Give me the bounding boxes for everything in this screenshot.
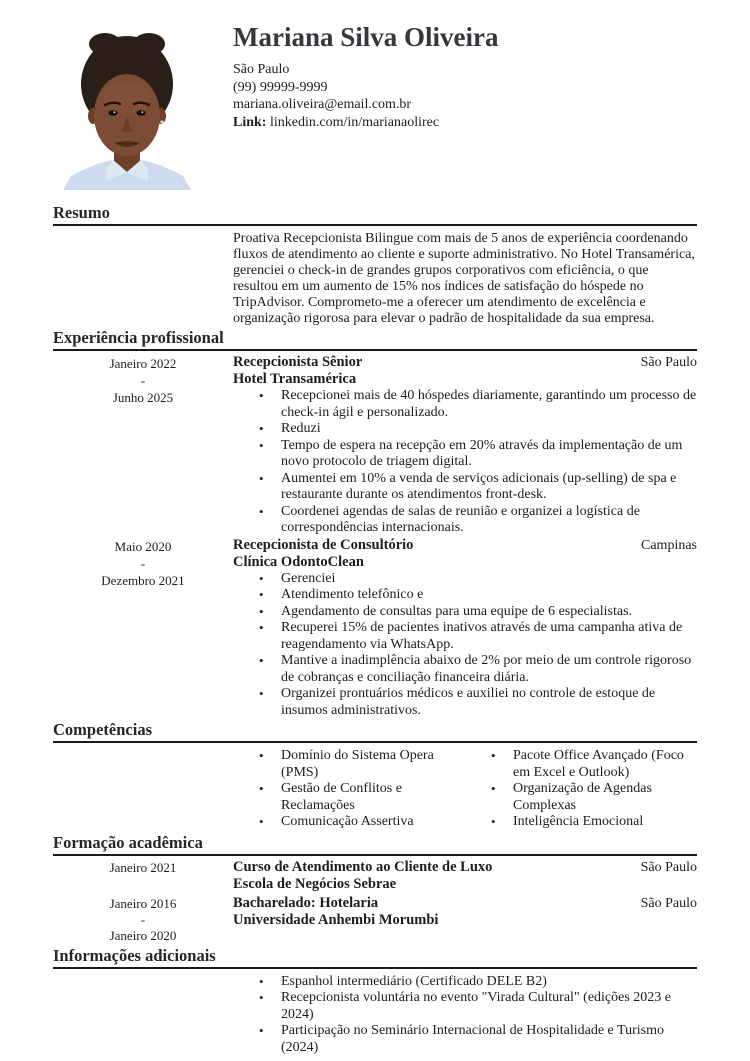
job-dates [53, 537, 233, 720]
section-title-experience: Experiência profissional [53, 328, 697, 351]
skill-item: • Comunicação Assertiva [257, 814, 465, 831]
skills-column-2 [465, 748, 697, 831]
bullet-item: • Recepcionei mais de 40 hóspedes diariamente, garantindo um processo de check-in ágil e personalizado. [257, 388, 697, 421]
date-start: Janeiro 2021 [109, 859, 177, 875]
job-entry [53, 351, 697, 537]
header-info [233, 18, 498, 190]
section-education [53, 833, 697, 944]
section-additional-info [53, 946, 697, 1057]
date-end: Dezembro 2021 [101, 572, 185, 588]
section-title-skills: Competências [53, 720, 697, 743]
job-role: Recepcionista Sênior [233, 354, 363, 370]
job-company: Hotel Transamérica [233, 371, 357, 387]
skill-item: • Inteligência Emocional [489, 814, 697, 831]
section-title-education: Formação acadêmica [53, 833, 697, 856]
education-degree: Curso de Atendimento ao Cliente de Luxo [233, 858, 493, 875]
education-dates [53, 895, 233, 944]
date-end: Janeiro 2020 [109, 927, 177, 943]
job-company: Clínica OdontoClean [233, 553, 364, 570]
education-school: Escola de Negócios Sebrae [233, 875, 397, 892]
education-degree: Bacharelado: Hotelaria [233, 894, 379, 911]
date-column-spacer [53, 748, 233, 831]
contact-phone: (99) 99999-9999 [233, 79, 328, 95]
date-column-spacer [53, 974, 233, 1057]
date-start: Janeiro 2016 [109, 895, 177, 911]
profile-photo [57, 18, 197, 190]
bullet-item: • Coordenei agendas de salas de reunião e organizei a logística de correspondências internacionais. [257, 504, 697, 537]
bullet-item: • Aumentei em 10% a venda de serviços adicionais (up-selling) de spa e restaurante durante os atendimentos front-desk. [257, 471, 697, 504]
bullet-item: • Reduzi [257, 421, 697, 438]
date-separator: - [140, 911, 146, 927]
education-location: São Paulo [640, 859, 697, 875]
section-skills [53, 720, 697, 831]
bullet-item: • Recepcionista voluntária no evento "Virada Cultural" (edições 2023 e 2024) [257, 990, 697, 1023]
bullet-item: • Participação no Seminário Internacional de Hospitalidade e Turismo (2024) [257, 1023, 697, 1056]
section-title-additional: Informações adicionais [53, 946, 697, 969]
date-column-spacer [53, 231, 233, 327]
section-experience [53, 328, 697, 719]
bullet-item: • Agendamento de consultas para uma equipe de 6 especialistas. [257, 604, 697, 621]
section-title-resumo: Resumo [53, 203, 697, 226]
link-value: linkedin.com/in/marianaolirec [269, 114, 440, 130]
education-entry [53, 895, 697, 944]
skills-column-1 [233, 748, 465, 831]
job-bullet-list [233, 571, 697, 720]
job-location: Campinas [641, 537, 697, 553]
bullet-item: • Mantive a inadimplência abaixo de 2% por meio de um controle rigoroso de cobranças e conciliação financeira diária. [257, 653, 697, 686]
contact-block [233, 61, 498, 131]
link-label: Link: [233, 114, 267, 130]
date-start: Maio 2020 [114, 538, 172, 554]
date-separator: - [140, 555, 146, 571]
contact-location: São Paulo [233, 62, 290, 77]
date-start: Janeiro 2022 [109, 356, 177, 371]
bullet-item: • Tempo de espera na recepção em 20% através da implementação de um novo protocolo de triagem digital. [257, 438, 697, 471]
job-bullet-list [233, 388, 697, 537]
bullet-item: • Recuperei 15% de pacientes inativos através de uma campanha ativa de reagendamento via WhatsApp. [257, 620, 697, 653]
additional-bullet-list [233, 974, 697, 1057]
education-school: Universidade Anhembi Morumbi [233, 911, 439, 928]
contact-link [233, 114, 498, 132]
education-location: São Paulo [640, 895, 697, 911]
skills-grid [233, 748, 697, 831]
bullet-item: • Gerenciei [257, 571, 697, 588]
bullet-item: • Organizei prontuários médicos e auxiliei no controle de estoque de insumos administrativos. [257, 686, 697, 719]
portrait-illustration [57, 18, 197, 190]
date-separator: - [140, 373, 146, 388]
job-location: São Paulo [640, 355, 697, 370]
date-end: Junho 2025 [112, 390, 174, 405]
skill-item: • Pacote Office Avançado (Foco em Excel e Outlook) [489, 748, 697, 781]
contact-email: mariana.oliveira@email.com.br [233, 97, 412, 112]
section-resumo [53, 203, 697, 327]
job-dates [53, 354, 233, 537]
job-entry [53, 537, 697, 720]
skill-item: • Gestão de Conflitos e Reclamações [257, 781, 465, 814]
resume-header [57, 18, 697, 190]
bullet-item: • Espanhol intermediário (Certificado DELE B2) [257, 974, 697, 991]
education-dates [53, 859, 233, 892]
candidate-name: Mariana Silva Oliveira [233, 22, 499, 52]
skill-item: • Domínio do Sistema Opera (PMS) [257, 748, 465, 781]
summary-paragraph: Proativa Recepcionista Bilingue com mais de 5 anos de experiência coordenando fluxos de atendimento ao cliente e suporte administrativo. No Hotel Transamérica, gerenciei o check-in de grandes grupos corporativos com eficiência, o que resultou em um aumento de 15% nos índices de satisfação do hóspede no TripAdvisor. Comprometo-me a oferecer um atendimento de excelência e organização rigorosa para elevar o padrão de hospitalidade da sua empresa. [233, 231, 695, 326]
job-role: Recepcionista de Consultório [233, 536, 414, 553]
skill-item: • Organização de Agendas Complexas [489, 781, 697, 814]
bullet-item: • Atendimento telefônico e [257, 587, 697, 604]
education-entry [53, 856, 697, 892]
